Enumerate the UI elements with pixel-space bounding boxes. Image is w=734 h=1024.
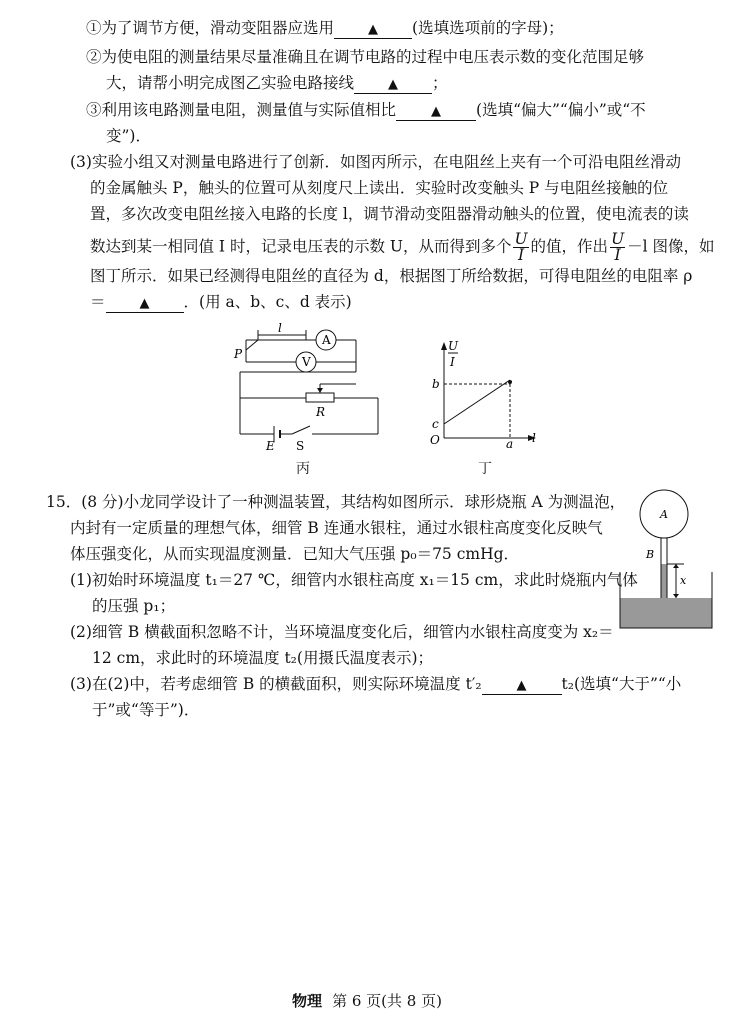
- q15-line1: 15．(8 分)小龙同学设计了一种测温装置，其结构如图所示．球形烧瓶 A 为测温泡，: [46, 493, 626, 511]
- answer-blank[interactable]: ▲: [396, 102, 476, 121]
- battery-label: E: [266, 439, 275, 452]
- height-label: x: [680, 574, 687, 587]
- q14-part3-line1: (3)实验小组又对测量电路进行了创新．如图丙所示，在电阻丝上夹有一个可沿电阻丝滑动: [70, 153, 681, 171]
- answer-blank[interactable]: ▲: [482, 676, 562, 695]
- figure-caption-ding: 丁: [478, 461, 492, 477]
- sliding-contact: [246, 340, 258, 350]
- switch-label: S: [296, 439, 305, 452]
- switch-icon: [292, 426, 310, 434]
- flask-label: A: [660, 508, 668, 521]
- origin-label: O: [430, 433, 440, 447]
- answer-blank[interactable]: ▲: [106, 294, 184, 313]
- q15-sub2-line2: 12 cm，求此时的环境温度 t₂(用摄氏温度表示)；: [92, 649, 433, 667]
- q14-part3-line6: ＝ ▲ ．(用 a、b、c、d 表示): [90, 293, 352, 311]
- q14-item2-line1: ②为使电阻的测量结果尽量准确且在调节电路的过程中电压表示数的变化范围足够: [86, 48, 645, 66]
- c-label: c: [432, 417, 439, 431]
- voltmeter-label: V: [302, 355, 311, 369]
- graph-diagram: [420, 338, 540, 450]
- rheostat-icon: [306, 393, 334, 402]
- q15-line2: 内封有一定质量的理想气体，细管 B 连通水银柱，通过水银柱高度变化反映气: [70, 519, 603, 537]
- rheostat-label: R: [316, 405, 326, 419]
- graph-line: [444, 380, 510, 424]
- y-axis-label-den: I: [450, 355, 455, 369]
- q14-part3-line3: 置，多次改变电阻丝接入电路的长度 l，调节滑动变阻器滑动触头的位置，使电流表的读: [90, 205, 689, 223]
- q14-part3-line4: 数达到某一相同值 I 时，记录电压表的示数 U，从而得到多个 $\frac{U}{I}$ 的值，作出 $\frac{U}{I}$ －l 图像，如: [90, 230, 715, 264]
- contact-label: P: [234, 347, 243, 361]
- q14-item3-line1: ③利用该电路测量电阻，测量值与实际值相比 ▲ (选填“偏大”“偏小”或“不: [86, 101, 646, 119]
- fraction-u-over-i: $\frac{U}{I}$: [514, 230, 528, 264]
- q15-line3: 体压强变化，从而实现温度测量．已知大气压强 p₀＝75 cmHg．: [70, 545, 520, 563]
- a-label: a: [506, 437, 514, 450]
- b-label: b: [432, 377, 440, 391]
- figure-caption-bing: 丙: [296, 461, 310, 477]
- q14-item3-line2: 变”)．: [106, 127, 151, 145]
- q15-sub1-line1: (1)初始时环境温度 t₁＝27 ℃，细管内水银柱高度 x₁＝15 cm，求此时烧瓶内气体: [70, 571, 638, 589]
- q14-item1: ①为了调节方便，滑动变阻器应选用 ▲ (选填选项前的字母)；: [86, 19, 564, 37]
- y-axis-label-num: U: [448, 339, 459, 353]
- thermometer-apparatus: [616, 488, 716, 630]
- fraction-u-over-i: $\frac{U}{I}$: [611, 230, 625, 264]
- page-number: 第 6 页(共 8 页): [332, 992, 442, 1010]
- length-label: l: [278, 322, 282, 335]
- page-footer: [0, 990, 734, 1011]
- q14-part3-line5: 图丁所示．如果已经测得电阻丝的直径为 d，根据图丁所给数据，可得电阻丝的电阻率 ρ: [90, 267, 693, 285]
- q15-sub2-line1: (2)细管 B 横截面积忽略不计，当环境温度变化后，细管内水银柱高度变为 x₂＝: [70, 623, 614, 641]
- ammeter-label: A: [322, 333, 331, 347]
- subject-label: 物理: [292, 992, 323, 1010]
- q15-sub3-line1: (3)在(2)中，若考虑细管 B 的横截面积，则实际环境温度 t′₂ ▲ t₂(选填“大于”“小: [70, 675, 682, 693]
- q15-sub1-line2: 的压强 p₁；: [92, 597, 176, 615]
- tube-label: B: [646, 548, 655, 561]
- answer-blank[interactable]: ▲: [354, 75, 432, 94]
- q14-item2-line2: 大，请帮小明完成图乙实验电路接线 ▲ ；: [106, 74, 448, 92]
- answer-blank[interactable]: ▲: [334, 20, 412, 39]
- q15-sub3-line2: 于”或“等于”)．: [92, 701, 200, 719]
- circuit-diagram: [230, 322, 390, 452]
- q14-part3-line2: 的金属触头 P，触头的位置可从刻度尺上读出．实验时改变触头 P 与电阻丝接触的位: [90, 179, 669, 197]
- x-axis-label: l: [532, 431, 536, 445]
